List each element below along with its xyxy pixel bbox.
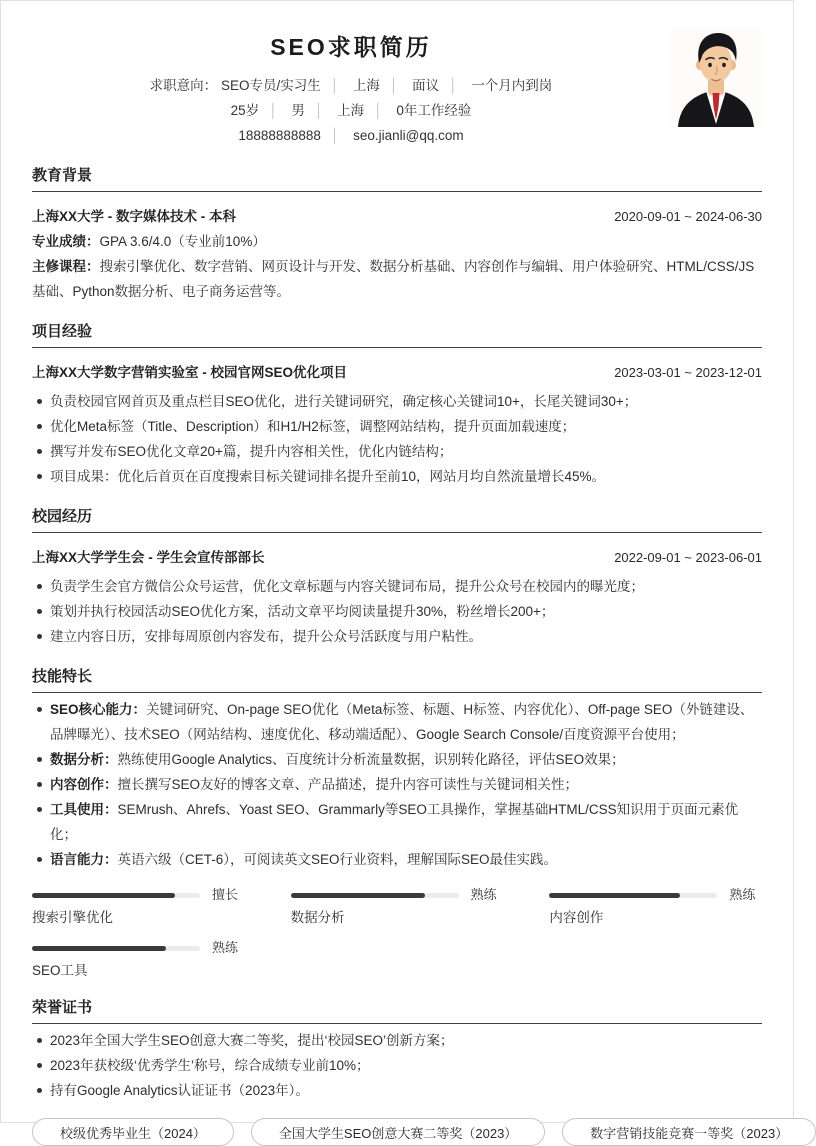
skill-bar-name: 数据分析 bbox=[290, 910, 345, 925]
phone-number: 18888888888 bbox=[238, 128, 321, 143]
education-date: 2020-09-01 ~ 2024-06-30 bbox=[614, 209, 762, 224]
skills-bullet bbox=[32, 747, 762, 772]
skill-level-label: 熟练 bbox=[212, 940, 239, 955]
courses-value: 搜索引擎优化、数字营销、网页设计与开发、数据分析基础、内容创作与编辑、用户体验研究、HTML/CSS/JS基础、Python数据分析、电子商务运营等。 bbox=[32, 259, 755, 299]
skills-bullet bbox=[32, 697, 762, 747]
honor-badge: 全国大学生SEO创意大赛二等奖（2023） bbox=[251, 1118, 545, 1146]
skill-bar-data-analysis bbox=[291, 887, 504, 927]
skill-bar-seo bbox=[32, 887, 245, 927]
separator: │ bbox=[389, 78, 399, 93]
skill-level-label: 熟练 bbox=[470, 887, 497, 902]
skills-bullet bbox=[32, 797, 762, 847]
honors-bullet: 2023年全国大学生SEO创意大赛二等奖，提出‘校园SEO’创新方案； bbox=[32, 1028, 762, 1053]
honors-bullet: 2023年获校级‘优秀学生’称号，综合成绩专业前10%； bbox=[32, 1053, 762, 1078]
section-honors bbox=[32, 998, 789, 1146]
basic-item: 上海 bbox=[337, 103, 365, 118]
separator: │ bbox=[330, 128, 340, 143]
skill-text: 英语六级（CET-6），可阅读英文SEO行业资料，理解国际SEO最佳实践。 bbox=[117, 852, 558, 867]
section-education bbox=[32, 166, 762, 304]
education-entry bbox=[32, 205, 762, 229]
page-title: SEO求职简历 bbox=[270, 34, 432, 60]
skill-bars-grid bbox=[32, 887, 762, 980]
skill-bar-track bbox=[32, 946, 200, 951]
honor-badge: 数字营销技能竞赛一等奖（2023） bbox=[562, 1118, 816, 1146]
basic-item: 25岁 bbox=[230, 103, 260, 118]
gpa-label: 专业成绩： bbox=[32, 234, 100, 249]
skill-text: 熟练使用Google Analytics、百度统计分析流量数据，识别转化路径，评估SEO效果； bbox=[117, 752, 625, 767]
campus-bullet: 策划并执行校园活动SEO优化方案，活动文章平均阅读量提升30%，粉丝增长200+； bbox=[32, 599, 762, 624]
basic-item: 男 bbox=[291, 103, 305, 118]
project-bullet: 项目成果：优化后首页在百度搜索目标关键词排名提升至前10，网站月均自然流量增长45%。 bbox=[32, 464, 762, 489]
skill-bar-track bbox=[32, 893, 200, 898]
skill-bar-name: 内容创作 bbox=[549, 910, 604, 925]
skill-text: 擅长撰写SEO友好的博客文章、产品描述，提升内容可读性与关键词相关性； bbox=[117, 777, 579, 792]
intent-label: 求职意向： bbox=[149, 78, 218, 93]
gpa-row bbox=[32, 229, 762, 254]
section-heading-honors: 荣誉证书 bbox=[32, 998, 762, 1024]
basic-info-line bbox=[32, 98, 670, 123]
courses-label: 主修课程： bbox=[32, 259, 100, 274]
honor-badge: 校级优秀毕业生（2024） bbox=[32, 1118, 234, 1146]
skills-bullet-list bbox=[32, 697, 762, 872]
section-heading-project: 项目经验 bbox=[32, 322, 762, 348]
email-address: seo.jianli@qq.com bbox=[353, 128, 464, 143]
intent-item: 上海 bbox=[352, 78, 380, 93]
contact-line bbox=[32, 123, 670, 148]
skills-bullet bbox=[32, 847, 762, 872]
section-campus bbox=[32, 507, 762, 649]
skill-bar-name: SEO工具 bbox=[32, 963, 88, 978]
skill-bar-content-creation bbox=[549, 887, 762, 927]
project-date: 2023-03-01 ~ 2023-12-01 bbox=[614, 365, 762, 380]
campus-org: 上海XX大学学生会 - 学生会宣传部部长 bbox=[32, 550, 265, 565]
project-entry bbox=[32, 361, 762, 385]
skill-bar-fill bbox=[32, 893, 175, 898]
project-bullet: 优化Meta标签（Title、Description）和H1/H2标签，调整网站结构，提升页面加载速度； bbox=[32, 414, 762, 439]
skill-label: 工具使用： bbox=[50, 802, 118, 817]
project-bullet: 负责校园官网首页及重点栏目SEO优化，进行关键词研究，确定核心关键词10+，长尾关键词30+； bbox=[32, 389, 762, 414]
skill-bar-name: 搜索引擎优化 bbox=[32, 910, 113, 925]
section-heading-campus: 校园经历 bbox=[32, 507, 762, 533]
intent-item: 一个月内到岗 bbox=[471, 78, 553, 93]
intent-line bbox=[32, 73, 670, 98]
profile-photo bbox=[670, 27, 762, 127]
gpa-value: GPA 3.6/4.0（专业前10%） bbox=[99, 234, 266, 249]
skill-level-label: 擅长 bbox=[212, 887, 239, 902]
skill-text: SEMrush、Ahrefs、Yoast SEO、Grammarly等SEO工具操作，掌握基础HTML/CSS知识用于页面元素优化； bbox=[50, 802, 739, 842]
section-skills bbox=[32, 667, 762, 980]
section-project bbox=[32, 322, 762, 489]
skills-bullet bbox=[32, 772, 762, 797]
honors-bullet-list bbox=[32, 1028, 762, 1103]
skill-label: 语言能力： bbox=[50, 852, 118, 867]
separator: │ bbox=[374, 103, 383, 118]
honors-bullet: 持有Google Analytics认证证书（2023年）。 bbox=[32, 1078, 762, 1103]
skill-bar-fill bbox=[549, 893, 680, 898]
campus-bullet-list bbox=[32, 574, 762, 649]
honor-badges bbox=[32, 1118, 789, 1146]
skill-text: 关键词研究、On-page SEO优化（Meta标签、标题、H标签、内容优化）、Off-page SEO（外链建设、品牌曝光）、技术SEO（网站结构、速度优化、移动端适配）、Google Search Console/百度资源平台使用； bbox=[50, 702, 754, 742]
campus-date: 2022-09-01 ~ 2023-06-01 bbox=[614, 550, 762, 565]
education-school: 上海XX大学 - 数字媒体技术 - 本科 bbox=[32, 209, 237, 224]
skill-label: 数据分析： bbox=[50, 752, 118, 767]
skill-bar-seo-tools bbox=[32, 940, 245, 980]
campus-entry bbox=[32, 546, 762, 570]
resume-header bbox=[32, 27, 762, 148]
project-bullet-list bbox=[32, 389, 762, 489]
project-bullet: 撰写并发布SEO优化文章20+篇，提升内容相关性，优化内链结构； bbox=[32, 439, 762, 464]
separator: │ bbox=[269, 103, 278, 118]
basic-item: 0年工作经验 bbox=[396, 103, 472, 118]
separator: │ bbox=[449, 78, 458, 93]
campus-bullet: 负责学生会官方微信公众号运营，优化文章标题与内容关键词布局，提升公众号在校园内的曝光度； bbox=[32, 574, 762, 599]
project-org: 上海XX大学数字营销实验室 - 校园官网SEO优化项目 bbox=[32, 365, 348, 380]
skill-bar-fill bbox=[291, 893, 425, 898]
skill-bar-track bbox=[291, 893, 459, 898]
intent-item: SEO专员/实习生 bbox=[220, 78, 321, 93]
section-heading-skills: 技能特长 bbox=[32, 667, 762, 693]
section-heading-education: 教育背景 bbox=[32, 166, 762, 192]
separator: │ bbox=[330, 78, 340, 93]
separator: │ bbox=[314, 103, 324, 118]
intent-item: 面议 bbox=[412, 78, 440, 93]
skill-label: 内容创作： bbox=[50, 777, 118, 792]
skill-bar-track bbox=[549, 893, 717, 898]
header-text-block bbox=[32, 27, 670, 148]
skill-label: SEO核心能力： bbox=[50, 702, 147, 717]
campus-bullet: 建立内容日历，安排每周原创内容发布，提升公众号活跃度与用户粘性。 bbox=[32, 624, 762, 649]
skill-bar-fill bbox=[32, 946, 166, 951]
skill-level-label: 熟练 bbox=[729, 887, 756, 902]
courses-row bbox=[32, 254, 762, 304]
